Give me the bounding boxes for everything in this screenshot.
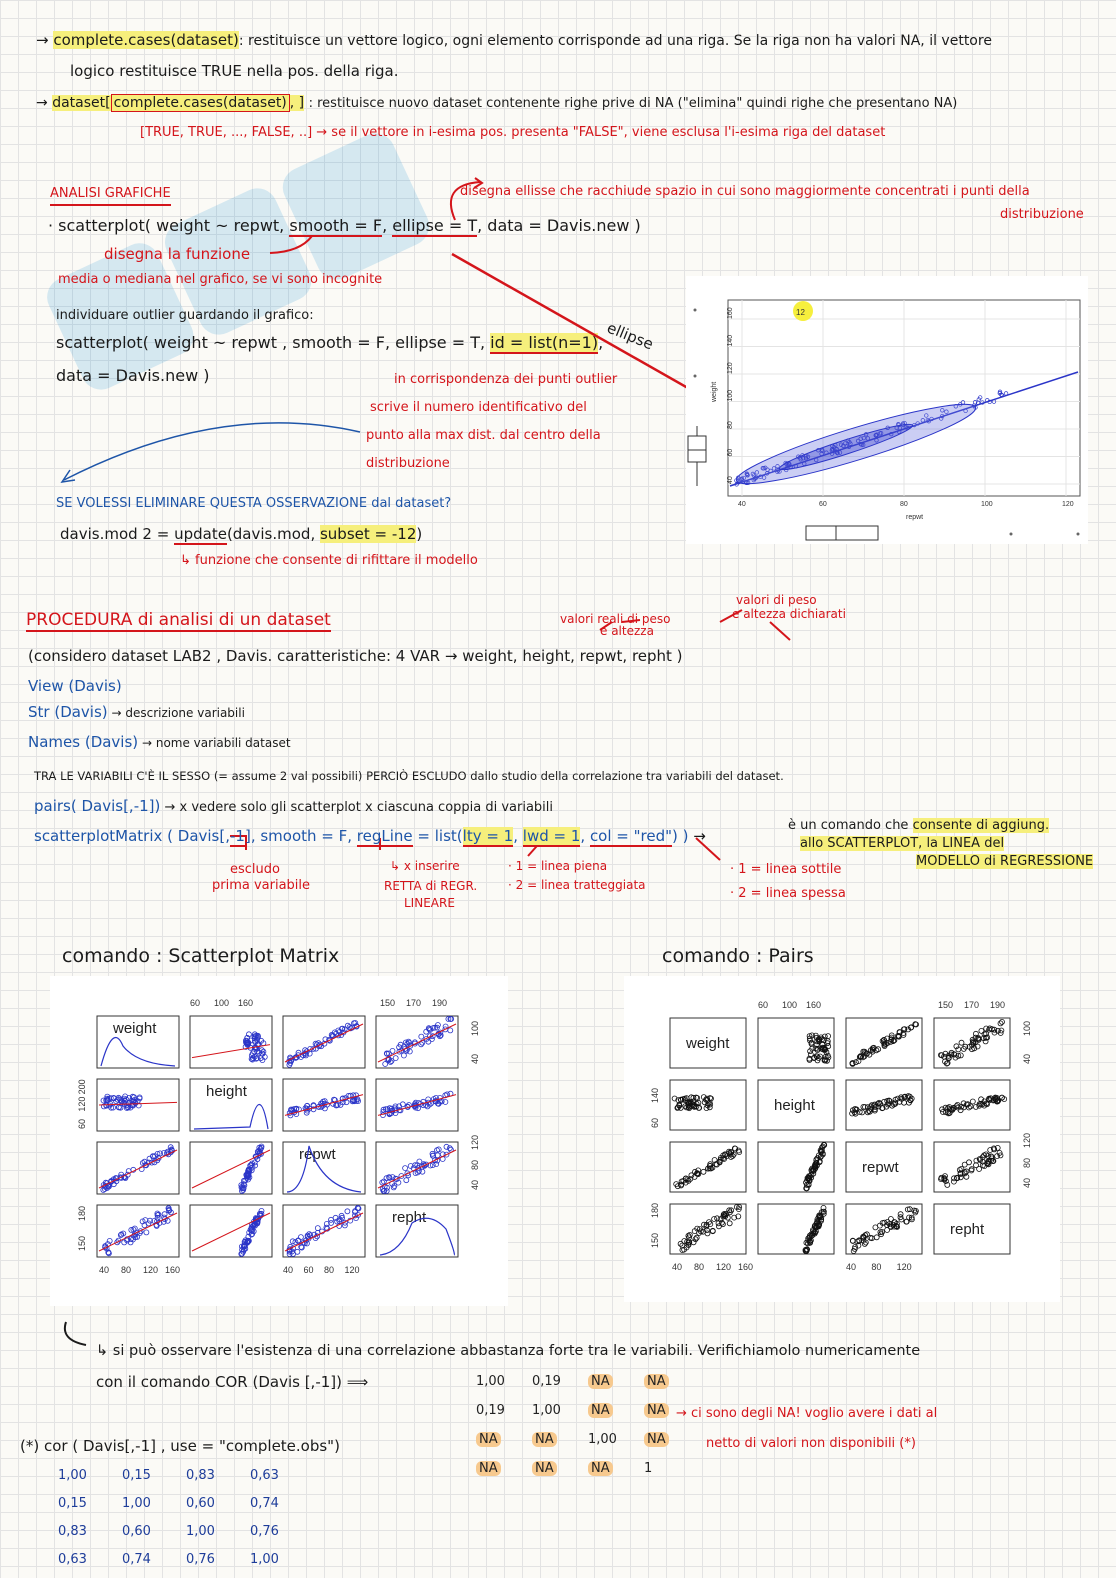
matrix-tick: 80 (1022, 1157, 1032, 1168)
cor-cell: NA (588, 1401, 613, 1421)
cor-cell: 0,74 (122, 1552, 151, 1567)
conclusion-line-1: ↳ si può osservare l'esistenza di una correlazione abbastanza forte tra le variabili. Verifichiamolo numericamente (96, 1343, 921, 1359)
cmd-note-1: è un comando che consente di aggiung. (788, 818, 1050, 833)
matrix-tick: 120 (896, 1262, 912, 1272)
title-scatterplot-matrix: comando : Scatterplot Matrix (62, 945, 340, 967)
cor-cell: NA (644, 1401, 669, 1421)
scatterplot-matrix-chart (50, 976, 508, 1306)
cmd-scatterplot-2b: data = Davis.new ) (56, 366, 210, 385)
cmd-note-2: allo SCATTERPLOT, la LINEA del (800, 836, 1005, 851)
scatter1-xtick: 60 (819, 501, 827, 508)
scatter1-ytick: 120 (727, 362, 734, 374)
retta-note: ↳ x inserire (390, 859, 460, 873)
matrix-tick: 40 (672, 1262, 683, 1272)
matrix-tick: 180 (650, 1202, 660, 1218)
cmd-pairs: pairs( Davis[,-1]) → x vedere solo gli scatterplot x ciascuna coppia di variabili (34, 797, 554, 815)
update-note: ↳ funzione che consente di rifittare il modello (180, 553, 478, 568)
scatter1-xtick: 120 (1062, 501, 1074, 508)
na-note-1: → ci sono degli NA! voglio avere i dati al (676, 1406, 938, 1421)
scatter1-ytick: 80 (727, 421, 734, 429)
cor-cell: 1,00 (122, 1496, 151, 1511)
cmd-str: Str (Davis) → descrizione variabili (28, 703, 245, 721)
cor-cell: 0,60 (122, 1524, 151, 1539)
matrix-tick: 80 (694, 1262, 705, 1272)
cor-cell: 0,15 (122, 1468, 151, 1483)
matrix-tick: 100 (1022, 1020, 1032, 1036)
cor-cell: 0,74 (250, 1496, 279, 1511)
cmd-update: davis.mod 2 = update(davis.mod, subset = -12) (60, 525, 423, 543)
id-note-2: scrive il numero identificativo del (370, 400, 587, 415)
matrix-tick: 160 (238, 998, 254, 1008)
escludo-note: escludo (230, 862, 280, 877)
id-note-4: distribuzione (366, 456, 450, 471)
matrix-tick: 60 (190, 998, 201, 1008)
lty-note-1: · 1 = linea piena (508, 859, 608, 873)
matrix-tick: 60 (303, 1265, 314, 1275)
cor-cell: NA (644, 1372, 669, 1392)
matrix-tick: 40 (1022, 1053, 1032, 1064)
cor-cell: 0,63 (58, 1552, 87, 1567)
escludo-note-2: prima variabile (212, 878, 311, 893)
matrix-diag-label: height (206, 1083, 247, 1100)
line-dataset-complete: → dataset[ complete.cases(dataset) , ] : restituisce nuovo dataset contenente righe prive di NA ("elimina" quindi righe che presentano NA) (36, 95, 958, 111)
lwd-note-2: · 2 = linea spessa (730, 886, 846, 901)
cor-cell: NA (476, 1459, 501, 1479)
title-pairs: comando : Pairs (662, 945, 814, 967)
scatter1-ytick: 40 (727, 476, 734, 484)
cor-cell: 0,19 (476, 1403, 505, 1418)
cor-cell: NA (476, 1430, 501, 1450)
scatter1-xtick: 40 (738, 501, 746, 508)
matrix-tick: 80 (324, 1265, 335, 1275)
cor-cell: NA (644, 1430, 669, 1450)
cmd-scatterplot-1: · scatterplot( weight ~ repwt, smooth = F, ellipse = T, data = Davis.new ) (48, 216, 641, 235)
note-real-values: valori reali di peso (560, 612, 671, 626)
matrix-tick: 80 (871, 1262, 882, 1272)
cor-complete-cmd: (*) cor ( Davis[,-1] , use = "complete.obs") (20, 1437, 340, 1455)
matrix-tick: 100 (782, 1000, 798, 1010)
cor-cell: NA (532, 1430, 557, 1450)
cor-cell: 1,00 (250, 1552, 279, 1567)
scatterplot-matrix (50, 976, 508, 1306)
lty-note-2: · 2 = linea tratteggiata (508, 878, 646, 892)
matrix-tick: 60 (77, 1118, 87, 1129)
scatterplot-weight-repwt-chart (686, 276, 1088, 544)
matrix-tick: 200 (77, 1079, 87, 1095)
cor-cell: 0,19 (532, 1374, 561, 1389)
matrix-tick: 160 (738, 1262, 754, 1272)
matrix-tick: 40 (470, 1179, 480, 1190)
matrix-tick: 170 (964, 1000, 980, 1010)
matrix-tick: 160 (165, 1265, 181, 1275)
matrix-diag-label: weight (686, 1035, 730, 1052)
smooth-note-1: disegna la funzione (104, 245, 251, 263)
line-complete-cases: → complete.cases(dataset): restituisce un vettore logico, ogni elemento corrisponde ad una riga. Se la riga non ha valori NA, il vettore (36, 31, 992, 49)
outlier-label: 12 (796, 308, 805, 317)
scatter1-ytick: 100 (727, 389, 734, 402)
matrix-tick: 40 (99, 1265, 110, 1275)
scatter1-xlabel: repwt (906, 514, 924, 521)
cor-cell: 1,00 (532, 1403, 561, 1418)
scatter1-ytick: 140 (727, 334, 734, 347)
line-logico: logico restituisce TRUE nella pos. della riga. (70, 62, 399, 80)
procedura-title: PROCEDURA di analisi di un dataset (26, 610, 331, 630)
cor-cell: 1,00 (588, 1432, 617, 1447)
matrix-tick: 120 (344, 1265, 360, 1275)
cor-cell: 1 (644, 1461, 653, 1476)
matrix-tick: 80 (470, 1159, 480, 1170)
matrix-tick: 140 (650, 1087, 660, 1103)
cor-cell: 0,83 (186, 1468, 215, 1483)
matrix-tick: 120 (716, 1262, 732, 1272)
scatter1-xtick: 100 (981, 501, 993, 508)
matrix-tick: 120 (1022, 1132, 1032, 1148)
smooth-note-2: media o mediana nel grafico, se vi sono incognite (58, 272, 383, 287)
matrix-tick: 120 (143, 1265, 159, 1275)
matrix-tick: 40 (283, 1265, 294, 1275)
pairs-matrix (624, 976, 1060, 1302)
na-note-2: netto di valori non disponibili (*) (706, 1436, 916, 1451)
scatter1-ylabel: weight (711, 381, 718, 402)
ellipse-note-1: disegna ellisse che racchiude spazio in cui sono maggiormente concentrati i punti della (460, 184, 1030, 199)
note-real-values-2: e altezza (600, 624, 654, 638)
id-note-1: in corrispondenza dei punti outlier (394, 372, 618, 387)
matrix-diag-label: repwt (862, 1159, 899, 1176)
scatter1-xtick: 80 (900, 501, 908, 508)
cor-cell: 0,76 (250, 1524, 279, 1539)
matrix-diag-label: repht (950, 1221, 985, 1238)
cor-cell: 0,60 (186, 1496, 215, 1511)
conclusion-line-2: con il comando COR (Davis [,-1]) ⟹ (96, 1373, 369, 1391)
cor-cell: 0,76 (186, 1552, 215, 1567)
cor-cell: 0,15 (58, 1496, 87, 1511)
lwd-note-1: · 1 = linea sottile (730, 862, 842, 877)
cor-cell: NA (588, 1372, 613, 1392)
matrix-tick: 100 (470, 1020, 480, 1036)
matrix-tick: 40 (846, 1262, 857, 1272)
cmd-scatterplotmatrix: scatterplotMatrix ( Davis[,-1], smooth = F, regLine = list(lty = 1, lwd = 1, col = "red") ) → (34, 827, 706, 845)
consider-dataset: (considero dataset LAB2 , Davis. caratteristiche: 4 VAR → weight, height, repwt, repht ) (28, 647, 683, 665)
matrix-diag-label: height (774, 1097, 815, 1114)
matrix-tick: 100 (214, 998, 230, 1008)
line-vector-note: [TRUE, TRUE, ..., FALSE, ..] → se il vettore in i-esima pos. presenta "FALSE", viene esclusa l'i-esima riga del dataset (140, 125, 886, 140)
sex-note: TRA LE VARIABILI C'È IL SESSO (= assume 2 val possibili) PERCIÒ ESCLUDO dallo studio della correlazione tra variabili del dataset. (34, 769, 784, 783)
matrix-tick: 120 (470, 1134, 480, 1150)
matrix-tick: 190 (432, 998, 448, 1008)
matrix-tick: 190 (990, 1000, 1006, 1010)
cmd-view: View (Davis) (28, 677, 122, 695)
cmd-names: Names (Davis) → nome variabili dataset (28, 733, 291, 751)
matrix-tick: 150 (77, 1235, 87, 1251)
note-declared-values-2: e altezza dichiarati (732, 607, 846, 621)
cmd-scatterplot-2: scatterplot( weight ~ repwt , smooth = F, ellipse = T, id = list(n=1), (56, 333, 604, 352)
scatter1-ytick: 160 (727, 307, 734, 319)
matrix-panel (376, 1142, 458, 1194)
cor-cell: 0,63 (250, 1468, 279, 1483)
matrix-tick: 120 (77, 1096, 87, 1112)
matrix-tick: 150 (650, 1232, 660, 1248)
matrix-tick: 60 (758, 1000, 769, 1010)
matrix-diag-label: repht (392, 1209, 427, 1226)
matrix-diag-label: repwt (299, 1146, 336, 1163)
matrix-tick: 150 (938, 1000, 954, 1010)
matrix-diag-label: weight (113, 1020, 157, 1037)
scatterplot-weight-repwt (686, 276, 1088, 544)
cor-cell: 1,00 (186, 1524, 215, 1539)
ellipse-label: ellipse (604, 318, 656, 354)
cmd-note-3: MODELLO di REGRESSIONE (916, 854, 1094, 869)
retta-note-2: RETTA di REGR. (384, 879, 478, 893)
cor-cell: NA (588, 1459, 613, 1479)
ellipse-note-2: distribuzione (1000, 207, 1084, 222)
analisi-title: ANALISI GRAFICHE (50, 184, 171, 206)
outlier-title: individuare outlier guardando il grafico: (56, 308, 314, 323)
matrix-tick: 180 (77, 1205, 87, 1221)
matrix-tick: 80 (121, 1265, 132, 1275)
pairs-matrix-chart (624, 976, 1060, 1302)
matrix-tick: 160 (806, 1000, 822, 1010)
matrix-tick: 40 (470, 1053, 480, 1064)
question-eliminate: SE VOLESSI ELIMINARE QUESTA OSSERVAZIONE dal dataset? (56, 496, 452, 511)
matrix-tick: 40 (1022, 1177, 1032, 1188)
cor-cell: 0,83 (58, 1524, 87, 1539)
matrix-tick: 150 (380, 998, 396, 1008)
matrix-tick: 60 (650, 1117, 660, 1128)
retta-note-3: LINEARE (404, 896, 455, 910)
matrix-tick: 170 (406, 998, 422, 1008)
id-note-3: punto alla max dist. dal centro della (366, 428, 601, 443)
scatter1-ytick: 60 (727, 448, 734, 457)
cor-cell: 1,00 (58, 1468, 87, 1483)
cor-cell: 1,00 (476, 1374, 505, 1389)
cor-cell: NA (532, 1459, 557, 1479)
note-declared-values: valori di peso (736, 593, 817, 607)
